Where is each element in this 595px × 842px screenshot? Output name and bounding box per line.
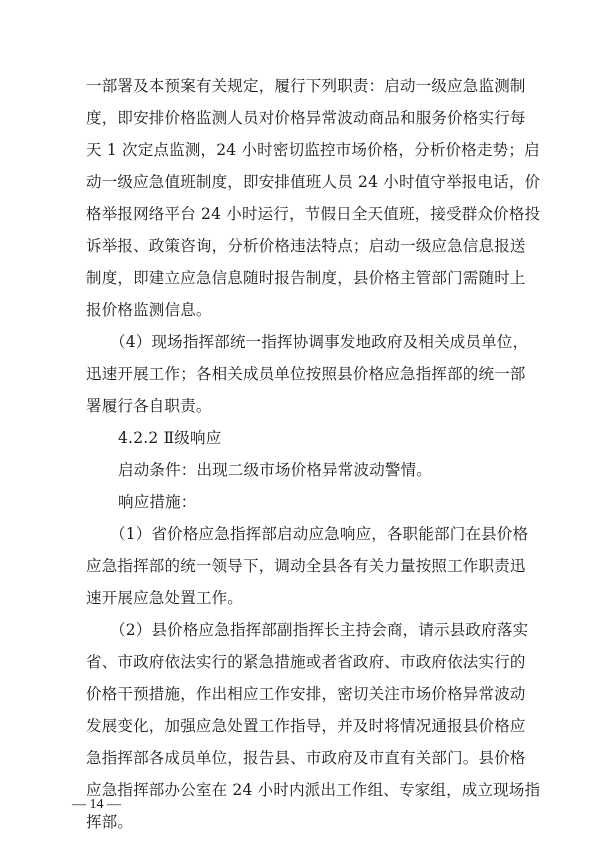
- text-line: （2）县价格应急指挥部副指挥长主持会商，请示县政府落实: [110, 621, 529, 639]
- text-line: 天 1 次定点监测，24 小时密切监控市场价格，分析价格走势；启: [86, 141, 540, 159]
- section-heading: 4.2.2 Ⅱ级响应: [118, 429, 222, 447]
- text-line: 启动条件：出现二级市场价格异常波动警情。: [118, 461, 433, 479]
- text-line: 格举报网络平台 24 小时运行，节假日全天值班，接受群众价格投: [86, 205, 541, 223]
- page-number: — 14 —: [72, 797, 121, 812]
- text-line: 急指挥部各成员单位，报告县、市政府及市直有关部门。县价格: [86, 749, 526, 767]
- text-line: 度，即安排价格监测人员对价格异常波动商品和服务价格实行每: [86, 109, 526, 127]
- text-line: 速开展应急处置工作。: [86, 589, 244, 607]
- text-line: 挥部。: [86, 813, 134, 831]
- text-line: （1）省价格应急指挥部启动应急响应，各职能部门在县价格: [110, 525, 529, 543]
- text-line: 动一级应急值班制度，即安排值班人员 24 小时值守举报电话，价: [86, 173, 541, 191]
- text-line: 价格干预措施，作出相应工作安排，密切关注市场价格异常波动: [86, 685, 526, 703]
- text-line: 应急指挥部办公室在 24 小时内派出工作组、专家组，成立现场指: [86, 781, 541, 799]
- text-line: 诉举报、政策咨询，分析价格违法特点；启动一级应急信息报送: [86, 237, 526, 255]
- text-line: 迅速开展工作；各相关成员单位按照县价格应急指挥部的统一部: [86, 365, 526, 383]
- text-line: 报价格监测信息。: [86, 301, 212, 319]
- text-line: （4）现场指挥部统一指挥协调事发地政府及相关成员单位，: [110, 333, 529, 351]
- text-line: 署履行各自职责。: [86, 397, 212, 415]
- text-line: 制度，即建立应急信息随时报告制度，县价格主管部门需随时上: [86, 269, 526, 287]
- text-line: 应急指挥部的统一领导下，调动全县各有关力量按照工作职责迅: [86, 557, 526, 575]
- text-line: 一部署及本预案有关规定，履行下列职责：启动一级应急监测制: [86, 77, 526, 95]
- text-line: 发展变化，加强应急处置工作指导，并及时将情况通报县价格应: [86, 717, 526, 735]
- text-line: 响应措施：: [118, 493, 197, 511]
- text-line: 省、市政府依法实行的紧急措施或者省政府、市政府依法实行的: [86, 653, 526, 671]
